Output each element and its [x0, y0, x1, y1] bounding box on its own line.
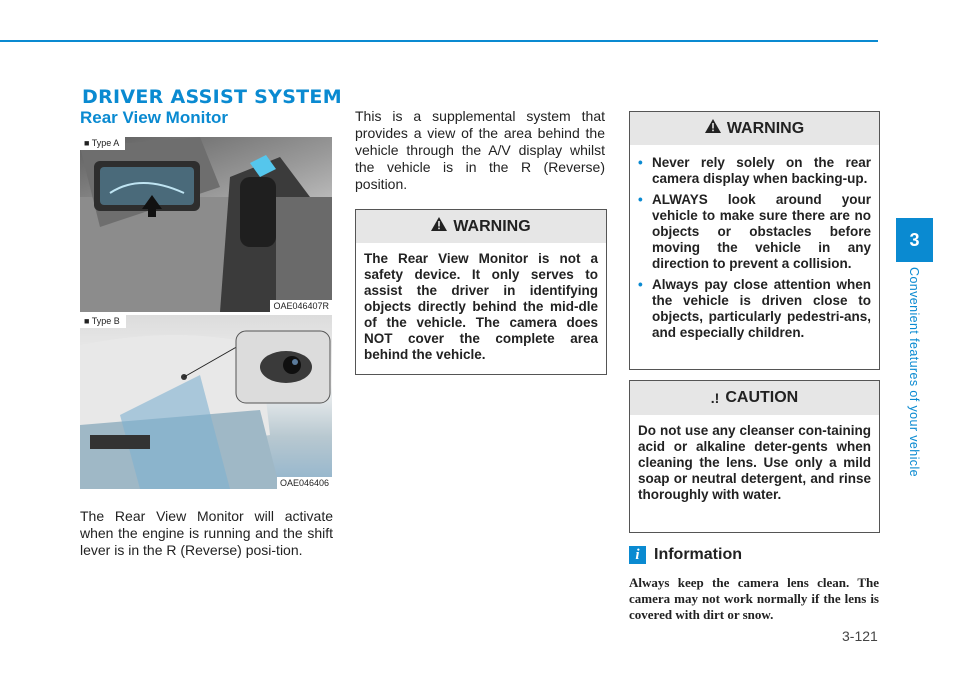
supplemental-system-paragraph: This is a supplemental system that provides a view of the area behind the vehicle through the A/V display whilst the vehicle is in the R (Reverse) position. [355, 108, 605, 192]
warning-bullets [630, 145, 879, 352]
type-b-label: ■ Type B [80, 315, 126, 328]
warning-header [630, 112, 879, 145]
chapter-title: Convenient features of your vehicle [907, 267, 921, 477]
chapter-tab: 3 [896, 218, 933, 262]
figure-b-code: OAE046406 [277, 477, 332, 489]
rear-view-description: The Rear View Monitor will activate when the engine is running and the shift lever is in the R (Reverse) posi-tion. [80, 508, 333, 558]
caution-title: CAUTION [725, 389, 799, 406]
figure-type-b [80, 315, 332, 489]
subsection-title: Rear View Monitor [80, 108, 228, 127]
warning-title: WARNING [726, 119, 805, 137]
caution-text: Do not use any cleanser con-taining acid or alkaline deter-gents when cleaning the lens. Use only a mild soap or neutral detergent, and rinse thoroughly with water. [638, 423, 871, 502]
information-text: Always keep the camera lens clean. The camera may not work normally if the lens is covered with dirt or snow. [629, 575, 879, 622]
caution-icon: .! [710, 390, 720, 406]
shifter-illustration [80, 137, 332, 312]
warning-bullet: • ALWAYS look around your vehicle to make sure there are no objects or obstacles before moving the vehicle in any direction to prevent a collision. [638, 192, 871, 271]
figure-type-a [80, 137, 332, 312]
warning-bullet: • Always pay close attention when the vehicle is driven close to objects, particularly pedestri-ans, and especially children. [638, 277, 871, 340]
rear-camera-illustration [80, 315, 332, 489]
section-title: DRIVER ASSIST SYSTEM [82, 86, 342, 108]
info-icon: i [629, 546, 646, 564]
figure-a-code: OAE046407R [270, 300, 332, 312]
warning-triangle-icon [705, 119, 721, 138]
caution-box [629, 380, 880, 533]
warning-triangle-icon [431, 217, 447, 236]
warning-title: WARNING [453, 217, 531, 235]
warning-text: The Rear View Monitor is not a safety device. It only serves to assist the driver in identifying objects directly behind the mid-dle of the vehicle. The camera does NOT cover the complete area behind the vehicle. [364, 251, 598, 362]
warning-box-right [629, 111, 880, 370]
warning-box-middle [355, 209, 607, 375]
warning-bullet: • Never rely solely on the rear camera display when backing-up. [638, 155, 871, 186]
information-heading [629, 546, 742, 564]
information-title: Information [654, 546, 742, 563]
type-a-label: ■ Type A [80, 137, 125, 150]
page-number: 3-121 [842, 628, 878, 644]
top-rule [0, 40, 878, 42]
warning-header [356, 210, 606, 243]
caution-header [630, 381, 879, 415]
